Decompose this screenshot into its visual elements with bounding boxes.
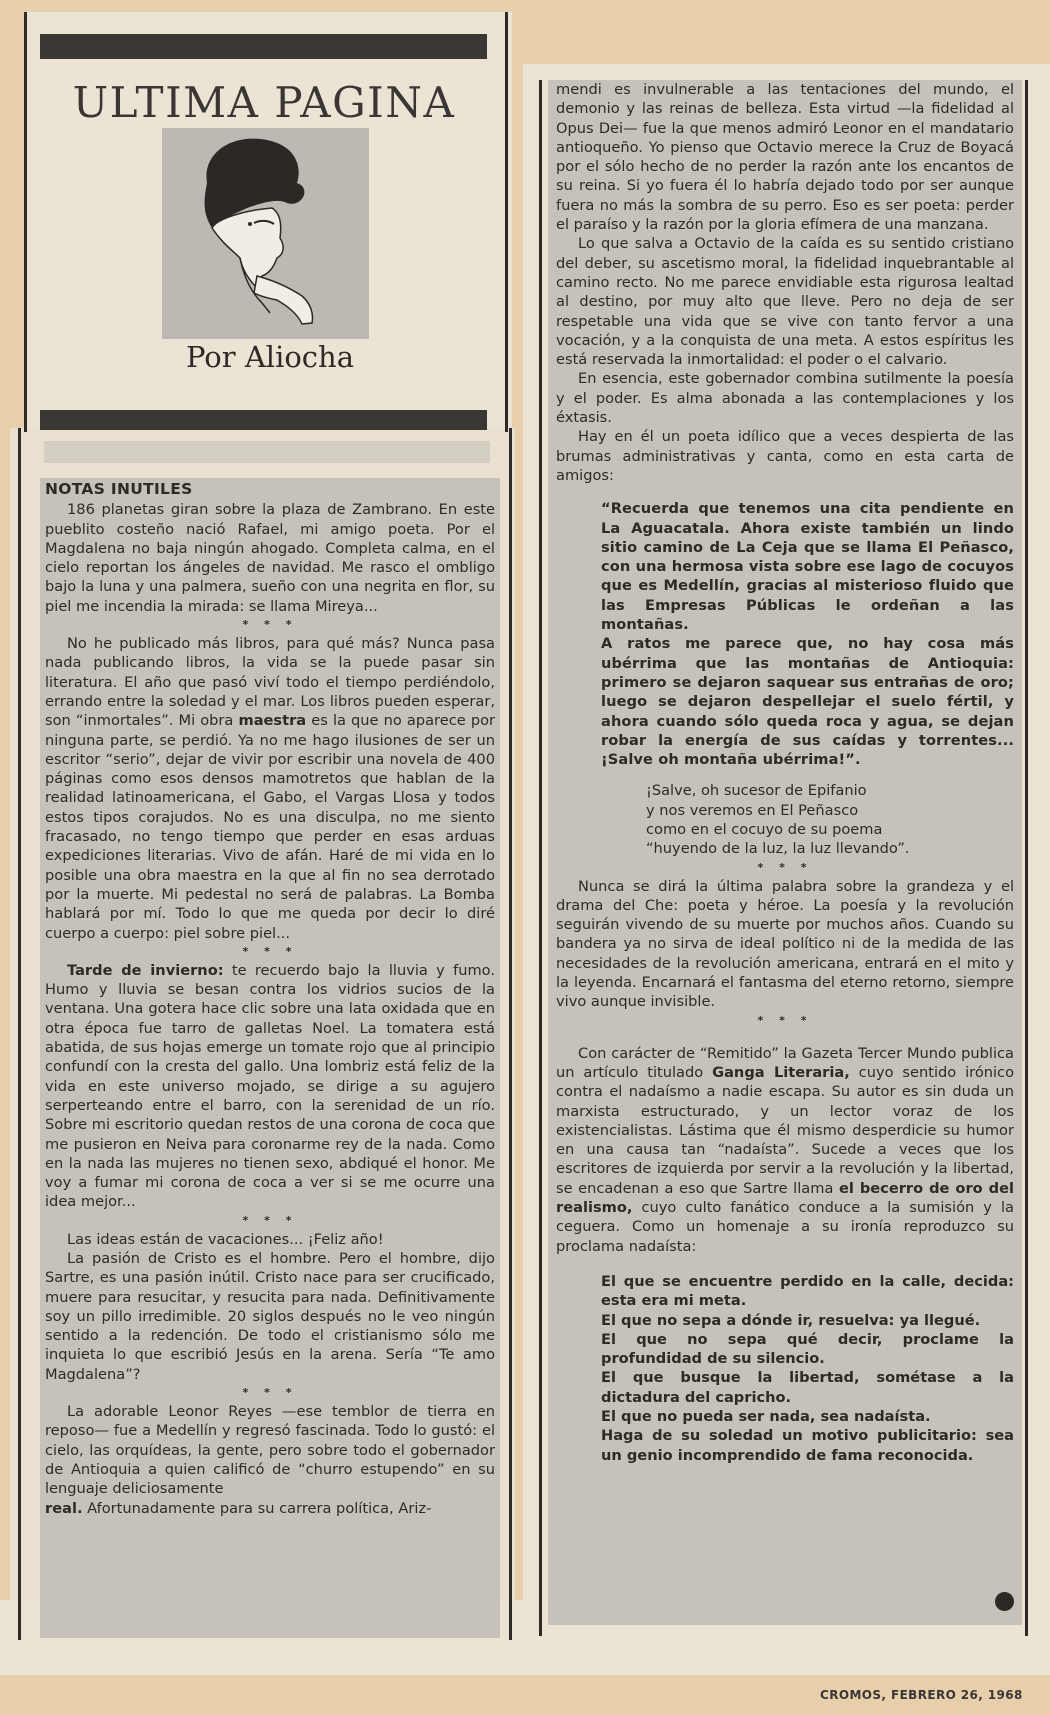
paragraph: 186 planetas giran sobre la plaza de Zambrano. En este pueblito costeño nació Rafael, mi amigo poeta. Por el Magdalena no baja ningún ahogado. Completa calma, en el cielo reportan los ángeles de navidad. Me rasco el ombligo bajo la luna y una palmera, sueño con una negrita en flor, su piel me incendia la mirada: se llama Mireya... [45,501,495,615]
paragraph-text: Afortunadamente para su carrera política, Ariz- [87,1499,432,1517]
paragraph-text: cuyo sentido irónico contra el nadaísmo a nadie escapa. Su autor es sin duda un marxista estructurado, y un lector voraz de los existencialistas. Lástima que él mismo desperdicie su humor en una causa tan “nadaísta”. Sucede a veces que los escritores de izquierda por servir a la revolución y la libertad, se encadenan a eso que Sartre llama [556,1063,1015,1197]
paragraph-text: Con carácter de “Remitido” la Gazeta Tercer Mundo publica un artículo titulado [556,1044,1014,1081]
paragraph [45,634,495,943]
proclama-list [556,1272,1014,1465]
paragraph [45,1499,495,1518]
left-article-column [40,478,500,1638]
header-bottom-bar [40,410,487,430]
paragraph-text: cuyo culto fanático conduce a la sumisión y la ceguera. Como un homenaje a su ironía reproduzco su proclama nadaísta: [556,1199,1014,1255]
gray-band [44,441,490,463]
proclama-item: El que no sepa a dónde ir, resuelva: ya llegué. [601,1311,981,1329]
author-byline: Por Aliocha [185,340,355,374]
border-rule [24,12,27,432]
separator: * * * [242,1386,298,1400]
border-rule [1025,80,1028,1636]
paragraph: En esencia, este gobernador combina sutilmente la poesía y el poder. Es alma abonada a las contemplaciones y los éxtasis. [556,370,1014,427]
end-mark-icon [995,1592,1014,1611]
right-article-column [548,80,1022,1625]
paragraph: mendi es invulnerable a las tentaciones del mundo, el demonio y las reinas de belleza. Esta virtud —la fidelidad al Opus Dei— fue la que menos admiró Leonor en el mandatario antioqueño. Yo pienso que Octavio merece la Cruz de Boyacá por el sólo hecho de no perder la razón ante los encantos de su reina. Si yo fuera él lo habría dejado todo por ser aunque fuera no más la sombra de su perro. Eso es ser poeta: perder el paraíso y la razón por la gloria efímera de una manzana. [556,81,1014,234]
border-rule [539,80,542,1636]
paragraph: Lo que salva a Octavio de la caída es su sentido cristiano del deber, su ascetismo moral, la fidelidad inquebrantable al camino recto. No me parece envidiable esta rigurosa lealtad al destino, por muy alto que lleve. Pero no deja de ser respetable una vida que se vive con tanto fervor a una vocación, y a la conquista de una meta. A estos espíritus les está reservada la inmortalidad: el poder o el calvario. [556,235,1014,369]
verse [556,781,1014,858]
verse-line: como en el cocuyo de su poema [646,820,883,838]
paragraph [556,1044,1014,1256]
paragraph: La pasión de Cristo es el hombre. Pero el hombre, dijo Sartre, es una pasión inútil. Cristo nace para ser crucificado, muere para resucitar, y resucita para nada. Definitivamente soy un pillo irredimible. 20 siglos después no le veo ningún sentido a la redención. De todo el cristianismo sólo me inquieta lo que escribió Jesús en la arena. Sería “Te amo Magdalena”? [45,1249,495,1383]
quote-paragraph: “Recuerda que tenemos una cita pendiente en La Aguacatala. Ahora existe también un lindo sitio camino de La Ceja que se llama El Peñasco, con una hermosa vista sobre ese lago de cocuyos que es Medellín, gracias al misterioso fluido que las Empresas Públicas le ordeñan a las montañas. [601,500,1014,634]
paragraph-text: es la que no aparece por ninguna parte, se perdió. Ya no me hago ilusiones de ser un escritor “serio”, dejar de vivir por escribir una novela de 400 páginas como esos densos mamotretos que hablan de la realidad latinoamericana, el Gabo, el Vargas Llosa y todos estos tipos corajudos. No es una disculpa, no me siento fracasado, no tengo tiempo que perder en esas arduas expediciones literarias. Vivo de afán. Haré de mi vida en lo posible una obra maestra en la que al fin no sea derrotado por la muerte. Mi pedestal no será de palabras. La Bomba hablará por mí. Todo lo que me queda por decir lo diré cuerpo a cuerpo: piel sobre piel... [45,712,496,942]
proclama-item: El que se encuentre perdido en la calle, decida: esta era mi meta. [601,1272,1014,1310]
emphasis: real. [45,1499,83,1517]
publication-footer: CROMOS, FEBRERO 26, 1968 [820,1688,1023,1702]
emphasis: Ganga Literaria, [712,1063,850,1081]
separator: * * * [242,1213,298,1227]
proclama-item: El que busque la libertad, sométase a la dictadura del capricho. [601,1369,1014,1406]
proclama-item: El que no pueda ser nada, sea nadaísta. [601,1408,931,1425]
verse-line: ¡Salve, oh sucesor de Epifanio [646,782,867,800]
paragraph: Nunca se dirá la última palabra sobre la grandeza y el drama del Che: poeta y héroe. La poesía y la revolución seguirán vivendo de su muerte por muchos años. Cuando su bandera ya no sirva de ideal político ni de la medida de las necesidades de la revolución americana, entrará en el mito y la leyenda. Encarnará el fantasma del eterno retorno, siempre vivo aunque invisible. [556,877,1014,1011]
separator: * * * [242,944,298,958]
verse-line: “huyendo de la luz, la luz llevando”. [646,840,910,858]
separator: * * * [757,860,813,874]
blockquote [556,499,1014,769]
separator: * * * [757,1013,813,1027]
emphasis: el becerro de oro del realismo, [556,1179,1015,1217]
border-rule [509,428,512,1640]
paragraph-text: te recuerdo bajo la lluvia y fumo. Humo y lluvia se besan contra los vidrios sucios de la ventana. Una gotera hace clic sobre una lata oxidada que en otra época fue tarro de galletas Noel. La tomatera está abatida, de sus hojas emerge un tomate rojo que al principio confundí con la cresta del gallo. Una lombriz está feliz de la vida en este universo mojado, se dirige a su agujero serperteando entre el barro, con la serenidad de un río. Sobre mi escritorio quedan restos de una corona de coca que me pusieron en Neiva para coronarme rey de la nada. Como en la nada las mujeres no tienen sexo, abdiqué el honor. Me voy a fumar mi corona de coca a ver si se me ocurre una idea mejor... [45,961,495,1211]
paragraph: Las ideas están de vacaciones... ¡Feliz año! [67,1230,384,1248]
verse-line: y nos veremos en El Peñasco [646,801,859,819]
proclama-item: El que no sepa qué decir, proclame la profundidad de su silencio. [601,1330,1014,1368]
paragraph: La adorable Leonor Reyes —ese temblor de tierra en reposo— fue a Medellín y regresó fascinada. Todo lo gustó: el cielo, las orquídeas, la gente, pero sobre todo el gobernador de Antioquia a quien calificó de “churro estupendo” en su lenguaje deliciosamente [45,1403,495,1498]
emphasis: Tarde de invierno: [67,961,224,979]
separator: * * * [242,618,298,632]
emphasis: maestra [238,712,307,730]
caricature-portrait-icon [162,128,369,339]
header-top-bar [40,34,487,59]
section-heading: NOTAS INUTILES [45,480,193,498]
quote-paragraph: A ratos me parece que, no hay cosa más ubérrima que las montañas de Antioquia: primero se dejaron saquear sus entrañas de oro; luego se dejaron despellejar el suelo fértil, y ahora cuando sólo queda roca y agua, se dejan robar la energía de sus caídas y torrentes... ¡Salve oh montaña ubérrima!”. [601,635,1014,769]
paragraph: Hay en él un poeta idílico que a veces despierta de las brumas administrativas y canta, como en esta carta de amigos: [556,428,1014,484]
proclama-item: Haga de su soledad un motivo publicitario: sea un genio incomprendido de fama reconocida. [601,1427,1014,1464]
paragraph-text: No he publicado más libros, para qué más? Nunca pasa nada publicando libros, la vida se la puede pasar sin literatura. El año que pasó viví todo el tiempo perdiéndolo, errando entre la soledad y el mar. Los libros pueden esperar, son “inmortales”. Mi obra [45,635,495,730]
border-rule [18,428,21,1640]
paragraph [45,961,495,1212]
page-title: ULTIMA PAGINA [72,78,456,127]
border-rule [505,12,508,432]
